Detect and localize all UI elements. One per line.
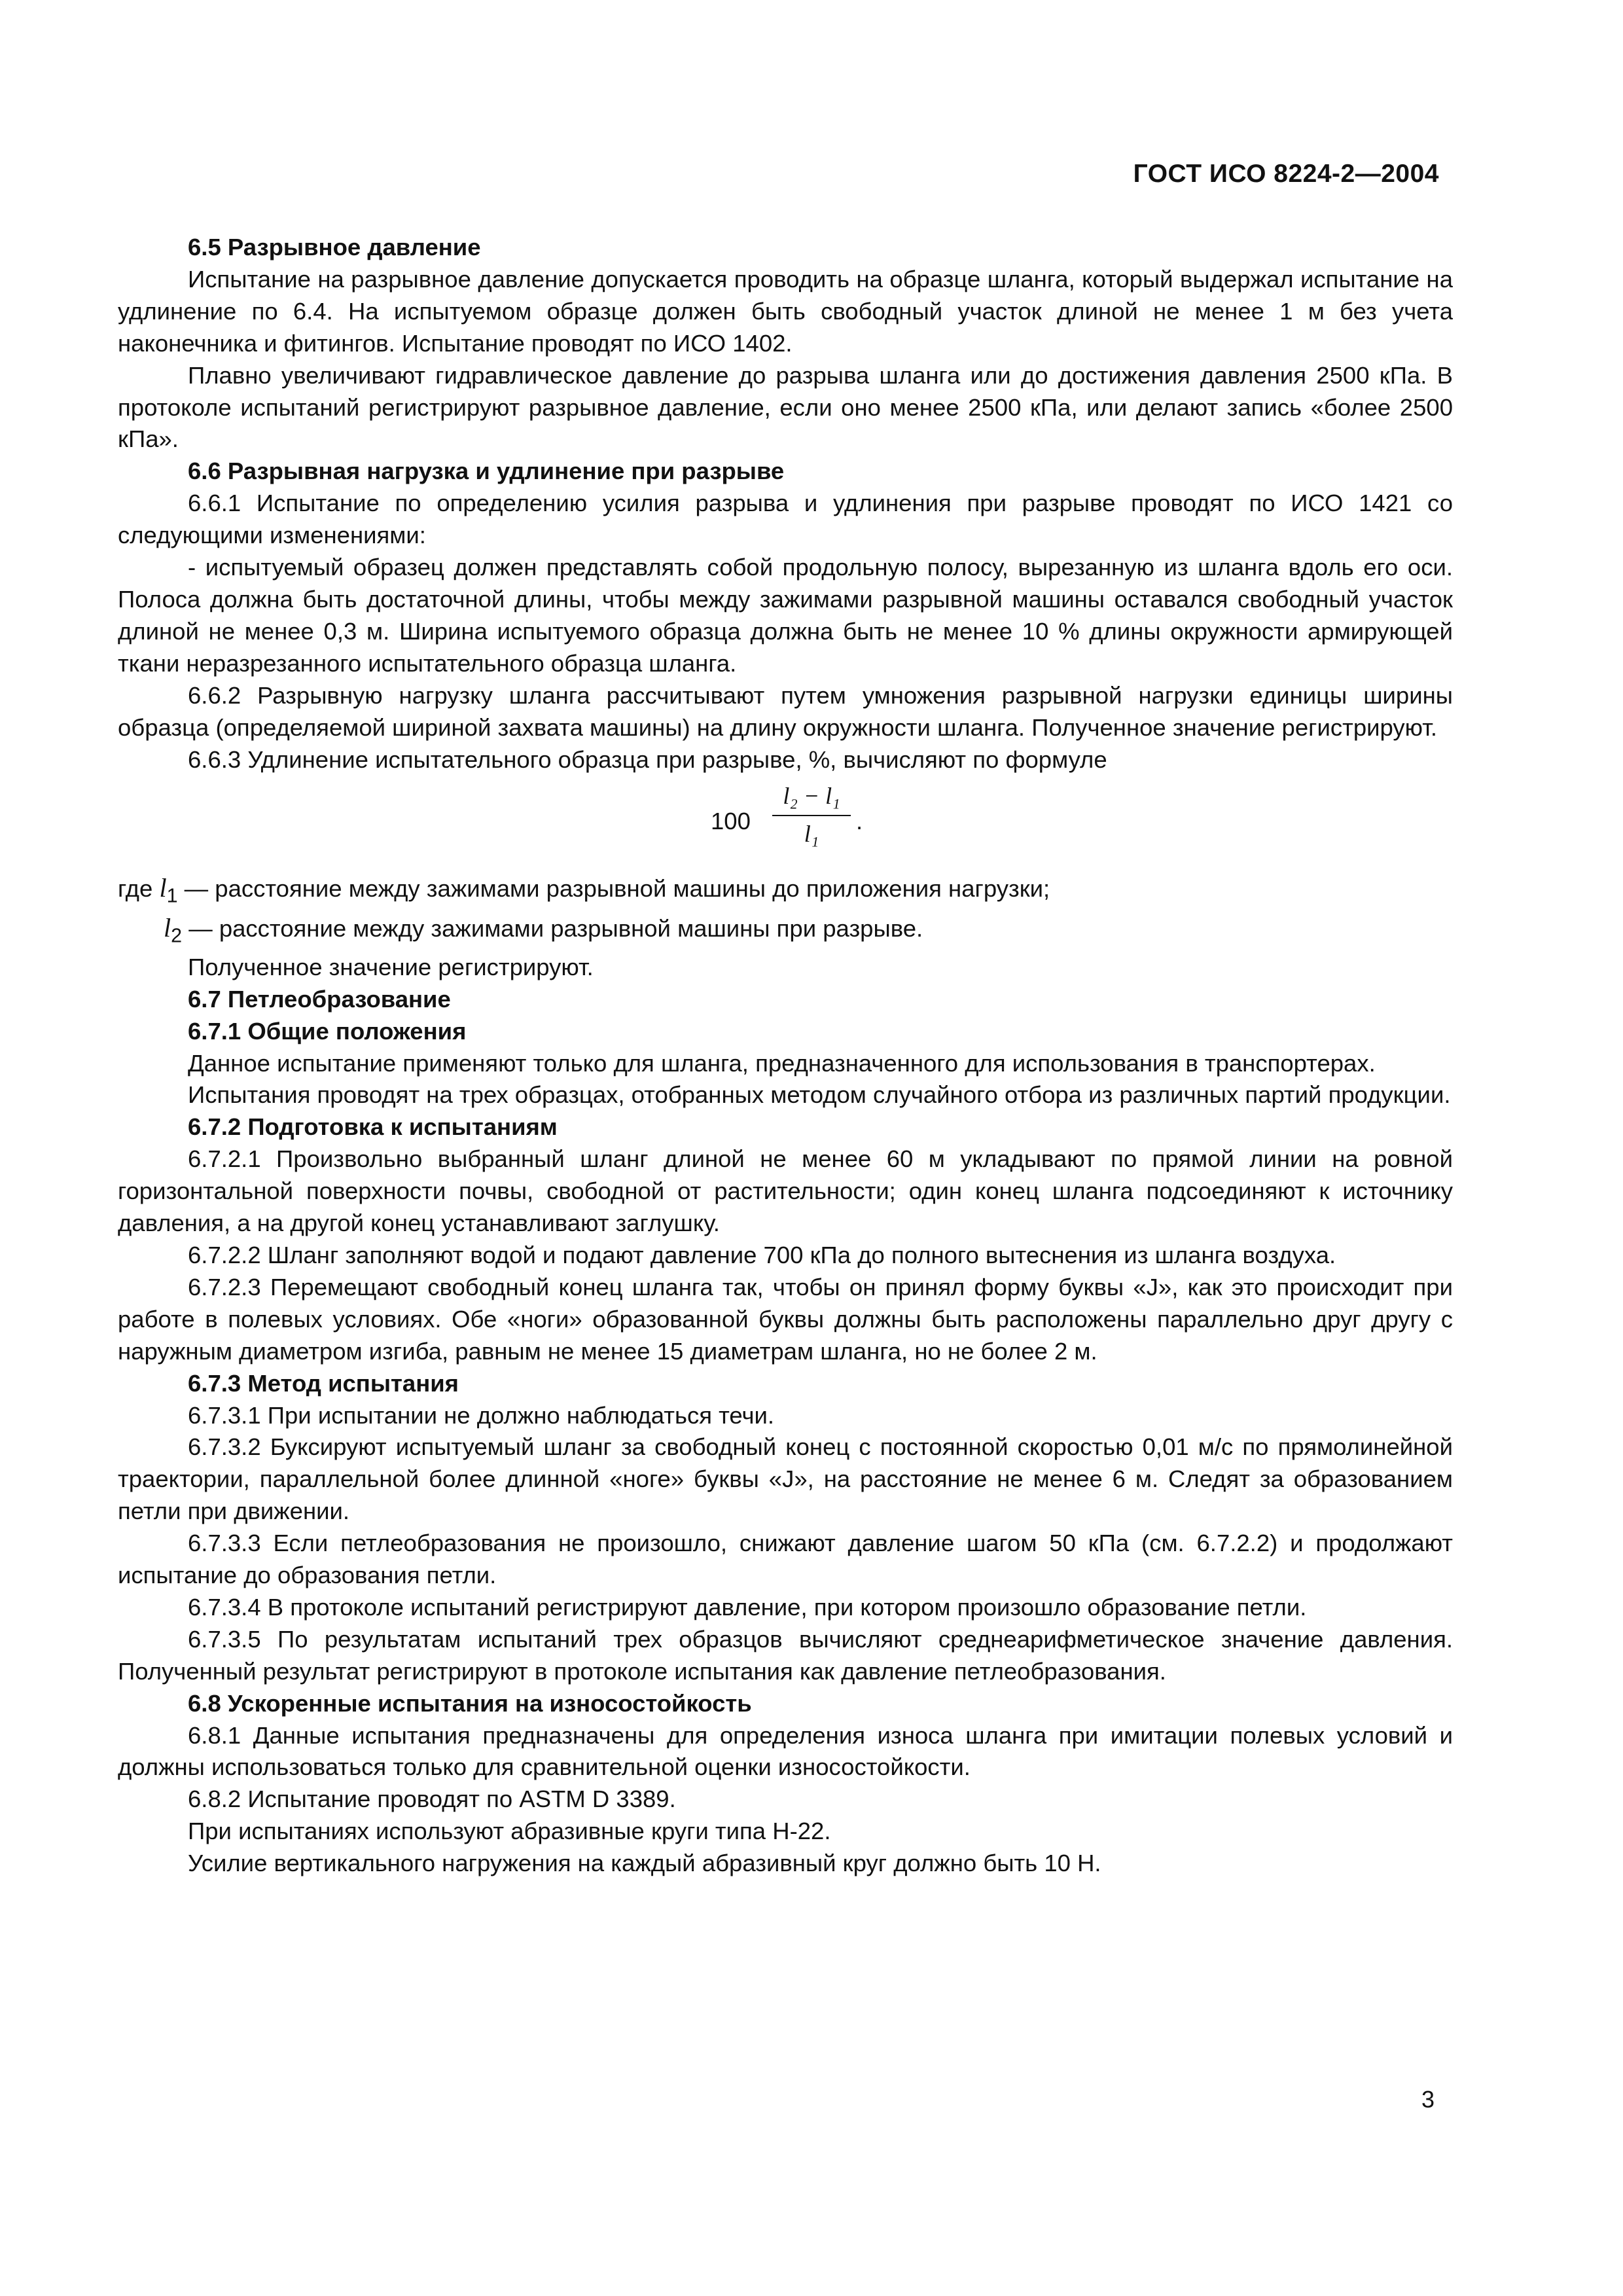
page-number: 3 [1421, 2086, 1435, 2113]
subsection-heading-6-7-3: 6.7.3 Метод испытания [188, 1369, 459, 1397]
variable-symbol: l [159, 873, 167, 903]
formula-denominator: l₁ [804, 821, 819, 848]
paragraph-6-6-3: 6.6.3 Удлинение испытательного образца при разрыве, %, вычисляют по формуле [188, 745, 1107, 773]
legend-lead: где [118, 875, 153, 903]
paragraph-6-7-3-3: 6.7.3.3 Если петлеобразования не произошло, снижают давление шагом 50 кПа (см. 6.7.2.2) и продолжают испытание до образования петли. [118, 1530, 1453, 1589]
variable-symbol: l [164, 912, 171, 942]
paragraph-6-7-3-4: 6.7.3.4 В протоколе испытаний регистрируют давление, при котором произошло образование петли. [188, 1593, 1307, 1621]
section-heading-6-5: 6.5 Разрывное давление [188, 234, 481, 260]
paragraph-6-7-2-1: 6.7.2.1 Произвольно выбранный шланг длиной не менее 60 м укладывают по прямой линии на ровной горизонтальной поверхности почвы, свободной от растительности; один конец шланга подсоединяют к источнику давления, а на другой конец устанавливают заглушку. [118, 1145, 1453, 1237]
subsection-heading-6-7-2: 6.7.2 Подготовка к испытаниям [188, 1113, 558, 1141]
elongation-formula [118, 776, 1453, 872]
formula-numerator: l₂ − l₁ [783, 783, 840, 810]
paragraph: Плавно увеличивают гидравлическое давление до разрыва шланга или до достижения давления 2500 кПа. В протоколе испытаний регистрируют разрывное давление, если оно менее 2500 кПа, или делают запись «более 2500 кПа». [118, 361, 1453, 453]
formula-legend-l1 [118, 872, 1453, 912]
list-item: - испытуемый образец должен представлять собой продольную полосу, вырезанную из шланга вдоль его оси. Полоса должна быть достаточной длины, чтобы между зажимами разрывной машины оставался свободный участок длиной не менее 0,3 м. Ширина испытуемого образца должна быть не менее 10 % длины окружности армирующей ткани неразрезанного испытательного образца шланга. [118, 554, 1453, 677]
legend-text: — расстояние между зажимами разрывной машины при разрыве. [182, 914, 923, 942]
paragraph: Полученное значение регистрируют. [188, 953, 594, 980]
paragraph-6-7-3-1: 6.7.3.1 При испытании не должно наблюдаться течи. [188, 1401, 775, 1429]
paragraph-6-7-3-2: 6.7.3.2 Буксируют испытуемый шланг за свободный конец с постоянной скоростью 0,01 м/с по прямолинейной траектории, параллельной более длинной «ноге» буквы «J», на расстояние не менее 6 м. Следят за образованием петли при движении. [118, 1433, 1453, 1525]
legend-text: — расстояние между зажимами разрывной машины до приложения нагрузки; [177, 875, 1050, 903]
document-standard-id: ГОСТ ИСО 8224-2—2004 [1133, 160, 1439, 188]
paragraph-6-7-2-3: 6.7.2.3 Перемещают свободный конец шланга так, чтобы он принял форму буквы «J», как это происходит при работе в полевых условиях. Обе «ноги» образованной буквы должны быть расположены параллельно друг другу с наружным диаметром изгиба, равным не менее 15 диаметрам шланга, но не более 2 м. [118, 1273, 1453, 1365]
paragraph-6-6-2: 6.6.2 Разрывную нагрузку шланга рассчитывают путем умножения разрывной нагрузки единицы ширины образца (определяемой шириной захвата машины) на длину окружности шланга. Полученное значение регистрируют. [118, 681, 1453, 741]
paragraph: Испытание на разрывное давление допускается проводить на образце шланга, который выдержал испытание на удлинение по 6.4. На испытуемом образце должен быть свободный участок длиной не менее 1 м без учета наконечника и фитингов. Испытание проводят по ИСО 1402. [118, 265, 1453, 357]
paragraph-6-6-1: 6.6.1 Испытание по определению усилия разрыва и удлинения при разрыве проводят по ИСО 1421 со следующими изменениями: [118, 490, 1453, 549]
variable-subscript: 2 [171, 924, 183, 946]
variable-subscript: 1 [166, 884, 178, 907]
paragraph-6-8-2: 6.8.2 Испытание проводят по ASTM D 3389. [188, 1785, 676, 1813]
formula-legend-l2 [118, 912, 1453, 952]
paragraph: При испытаниях используют абразивные круги типа Н-22. [188, 1818, 831, 1845]
formula-coefficient: 100 [711, 808, 751, 835]
paragraph: Испытания проводят на трех образцах, отобранных методом случайного отбора из различных партий продукции. [188, 1081, 1451, 1109]
section-heading-6-8: 6.8 Ускоренные испытания на износостойкость [188, 1689, 752, 1717]
section-heading-6-7: 6.7 Петлеобразование [188, 985, 451, 1013]
paragraph-6-8-1: 6.8.1 Данные испытания предназначены для определения износа шланга при имитации полевых условий и должны использоваться только для сравнительной оценки износостойкости. [118, 1721, 1453, 1781]
section-heading-6-6: 6.6 Разрывная нагрузка и удлинение при разрыве [188, 457, 785, 485]
fraction-bar [772, 815, 851, 816]
paragraph-6-7-3-5: 6.7.3.5 По результатам испытаний трех образцов вычисляют среднеарифметическое значение давления. Полученный результат регистрируют в протоколе испытания как давление петлеобразования. [118, 1625, 1453, 1685]
document-body [118, 232, 1453, 1880]
subsection-heading-6-7-1: 6.7.1 Общие положения [188, 1017, 467, 1045]
paragraph: Усилие вертикального нагружения на каждый абразивный круг должно быть 10 Н. [188, 1850, 1101, 1877]
paragraph-6-7-2-2: 6.7.2.2 Шланг заполняют водой и подают давление 700 кПа до полного вытеснения из шланга воздуха. [188, 1241, 1336, 1268]
formula-fraction [772, 780, 851, 850]
formula-end: . [856, 808, 863, 835]
paragraph: Данное испытание применяют только для шланга, предназначенного для использования в транспортерах. [188, 1049, 1376, 1077]
